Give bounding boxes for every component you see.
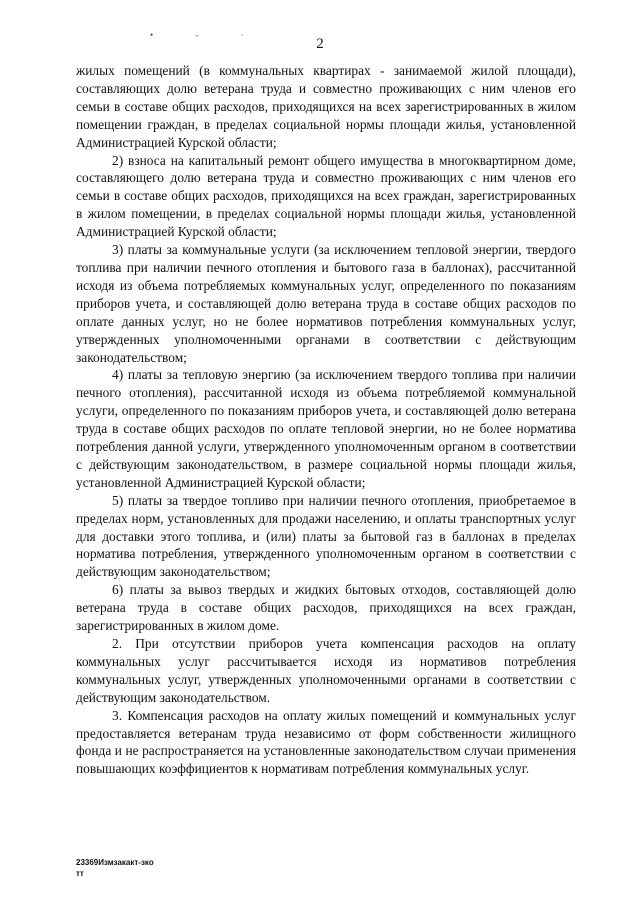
paragraph-item-5: 5) платы за твердое топливо при наличии печного отопления, приобретаемое в пределах норм, установленных для продажи населению, и оплаты транспортных услуг для доставки этого топлива, и (или) платы за бытовой газ в баллонах в пределах норматива потребления, утвержденного уполномоченным органом в соответствии с действующим законодательством; xyxy=(76,492,576,580)
paragraph-item-3: 3) платы за коммунальные услуги (за исключением тепловой энергии, твердого топлива при наличии печного отопления и бытового газа в баллонах), рассчитанной исходя из объема потребляемых коммунальных услуг, определенного по показаниям приборов учета, и составляющей долю ветерана труда в составе общих расходов по оплате данных услуг, но не более нормативов потребления коммунальных услуг, утвержденных уполномоченными органами в соответствии с действующим законодательством; xyxy=(76,242,576,365)
document-body xyxy=(76,62,576,778)
paragraph-item-4: 4) платы за тепловую энергию (за исключением твердого топлива при наличии печного отопления), рассчитанной исходя из объема потребляемой коммунальной услуги, определенного по показаниям приборов учета, и составляющей долю ветерана труда в составе общих расходов по оплате тепловой энергии, но не более норматива потребления данной услуги, утвержденного уполномоченным органом в соответствии с действующим законодательством, в размере социальной нормы площади жилья, установленной Администрацией Курской области; xyxy=(76,367,576,490)
page-number: 2 xyxy=(316,36,324,52)
paragraph-continuation: жилых помещений (в коммунальных квартирах - занимаемой жилой площади), составляющих долю ветерана труда и совместно проживающих с ним членов его семьи в составе общих расходов, приходящихся на всех зарегистрированных в жилом помещении граждан, в пределах социальной нормы площади жилья, установленной Администрацией Курской области; xyxy=(76,63,576,150)
paragraph-item-2: 2) взноса на капитальный ремонт общего имущества в многоквартирном доме, составляющего долю ветерана труда и совместно проживающих с ним членов его семьи в составе общих расходов, приходящихся на всех граждан, зарегистрированных в жилом помещении, в пределах социальной нормы площади жилья, установленной Администрацией Курской области; xyxy=(76,152,576,240)
paragraph-clause-2: 2. При отсутствии приборов учета компенсация расходов на оплату коммунальных услуг рассчитывается исходя из нормативов потребления коммунальных услуг, утвержденных уполномоченными органами в соответствии с действующим законодательством. xyxy=(76,636,576,705)
document-footer xyxy=(76,857,154,879)
scan-artifact: • ‐ · xyxy=(150,30,264,40)
footer-file-code: 23369Измзакакт-зко xyxy=(76,858,154,867)
paragraph-clause-3: 3. Компенсация расходов на оплату жилых помещений и коммунальных услуг предоставляется ветеранам труда независимо от форм собственности жилищного фонда и не распространяется на установленные законодательством случаи применения повышающих коэффициентов к нормативам потребления коммунальных услуг. xyxy=(76,707,576,777)
footer-initials: тт xyxy=(76,869,84,878)
paragraph-item-6: 6) платы за вывоз твердых и жидких бытовых отходов, составляющей долю ветерана труда в составе общих расходов, приходящихся на всех граждан, зарегистрированных в жилом доме. xyxy=(76,582,576,634)
